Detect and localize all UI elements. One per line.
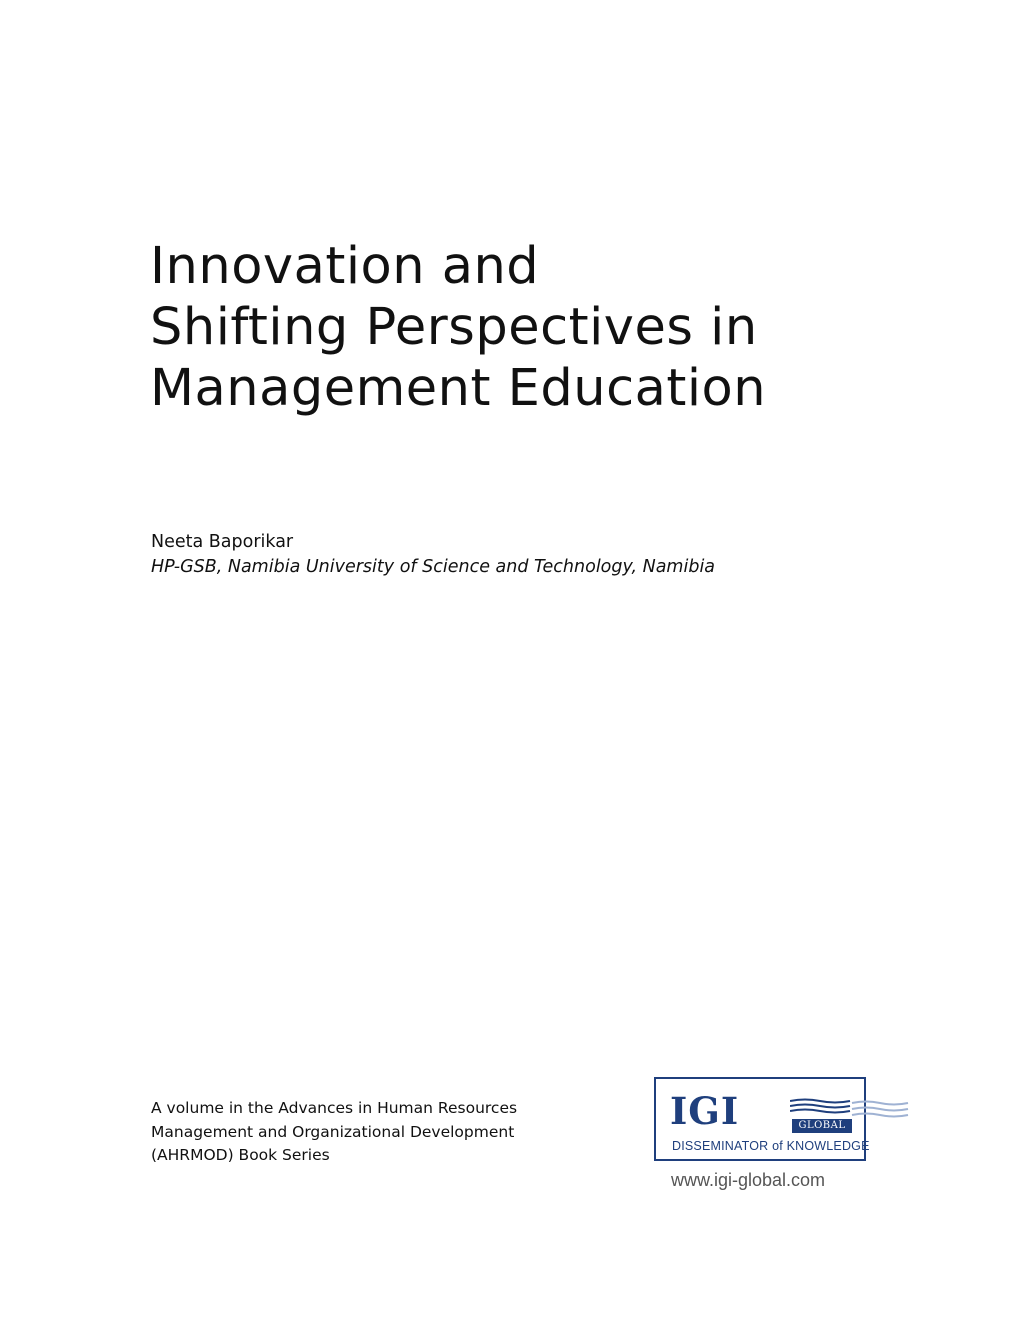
book-title-line-3: Management Education	[150, 359, 767, 418]
publisher-logo-box	[654, 1077, 870, 1161]
series-note-line-1: A volume in the Advances in Human Resources	[151, 1099, 518, 1117]
publisher-tagline: DISSEMINATOR of KNOWLEDGE	[672, 1139, 870, 1153]
book-title-line-2: Shifting Perspectives in	[150, 298, 758, 357]
series-note	[151, 1097, 581, 1168]
book-title	[150, 236, 910, 419]
series-note-line-3: (AHRMOD) Book Series	[151, 1146, 330, 1164]
book-title-line-1: Innovation and	[150, 237, 540, 296]
author-affiliation: HP-GSB, Namibia University of Science and Technology, Namibia	[151, 557, 716, 577]
publisher-logo	[654, 1077, 914, 1197]
author-name: Neeta Baporikar	[151, 532, 294, 552]
wave-lines-icon	[790, 1097, 910, 1121]
publisher-url[interactable]: www.igi-global.com	[671, 1170, 826, 1190]
series-note-line-2: Management and Organizational Development	[151, 1122, 515, 1141]
publisher-logo-global-label: GLOBAL	[792, 1119, 852, 1133]
author-block	[151, 530, 911, 580]
publisher-logo-wordmark: IGI	[670, 1089, 740, 1133]
